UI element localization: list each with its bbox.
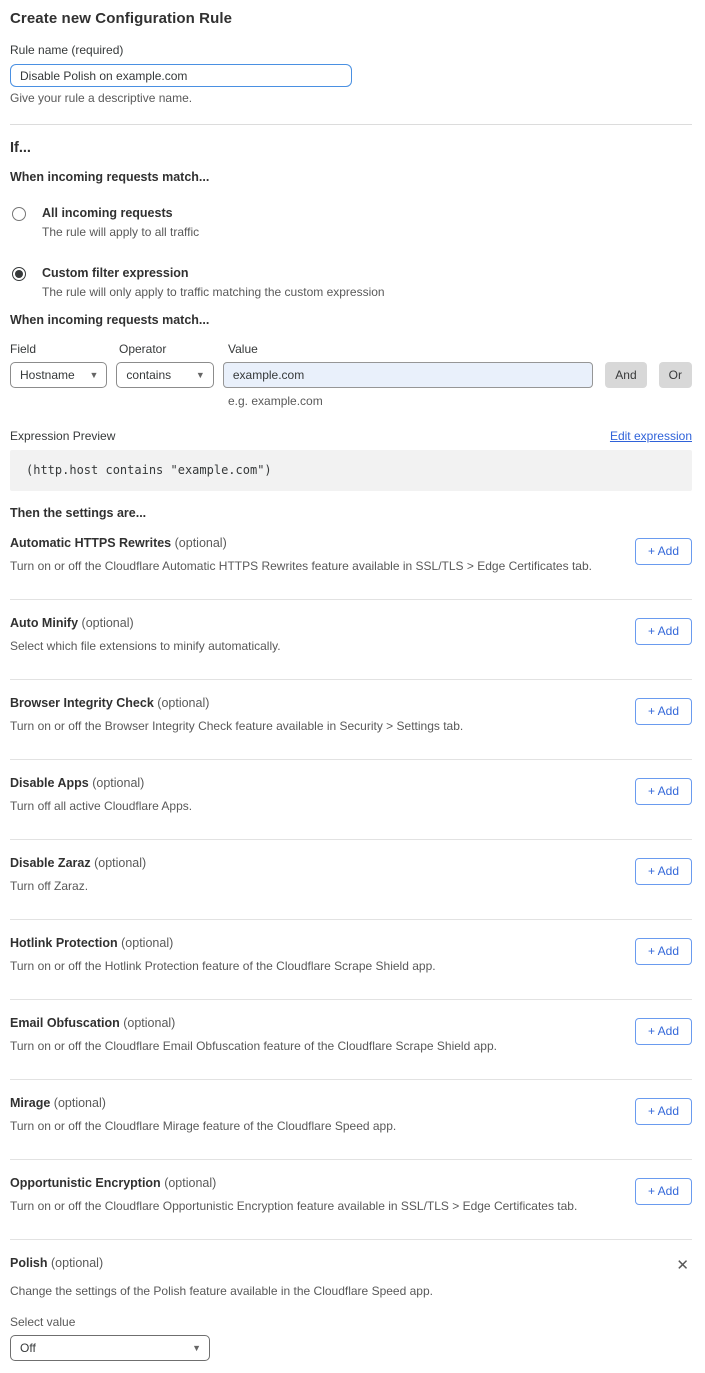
radio-selected-icon[interactable] [12,267,26,281]
setting-title: Opportunistic Encryption [10,1176,161,1190]
setting-name [10,1016,615,1030]
page-title: Create new Configuration Rule [10,10,233,27]
setting-row-hotlink-protection [10,920,692,1000]
add-button[interactable]: + Add [635,778,692,805]
setting-title: Email Obfuscation [10,1016,120,1030]
expression-builder-label: When incoming requests match... [10,313,210,327]
setting-info [10,776,635,813]
chevron-down-icon: ▼ [89,370,99,380]
setting-description: Select which file extensions to minify automatically. [10,639,281,653]
add-button[interactable]: + Add [635,938,692,965]
setting-title: Mirage [10,1096,51,1110]
setting-info [10,536,635,573]
expression-builder-column-labels [10,342,692,356]
setting-description: Turn on or off the Hotlink Protection feature of the Cloudflare Scrape Shield app. [10,959,436,973]
add-button[interactable]: + Add [635,1178,692,1205]
rule-name-label: Rule name (required) [10,43,124,57]
or-button[interactable]: Or [659,362,692,388]
setting-row-opportunistic-encryption [10,1160,692,1240]
add-button[interactable]: + Add [635,1018,692,1045]
expression-preview-label: Expression Preview [10,429,116,443]
setting-description: Turn on or off the Cloudflare Mirage feature of the Cloudflare Speed app. [10,1119,397,1133]
setting-row-mirage [10,1080,692,1160]
operator-select-value: contains [126,368,172,382]
setting-description: Turn off all active Cloudflare Apps. [10,799,193,813]
polish-description: Change the settings of the Polish feature available in the Cloudflare Speed app. [10,1284,433,1298]
setting-description: Turn on or off the Cloudflare Opportunistic Encryption feature available in SSL/TLS > Edge Certificates tab. [10,1199,578,1213]
setting-title: Polish [10,1256,48,1270]
add-button[interactable]: + Add [635,618,692,645]
polish-select-value: Off [20,1341,36,1355]
chevron-down-icon: ▼ [192,1343,201,1353]
if-heading: If... [10,140,31,156]
setting-info [10,1016,635,1053]
setting-title: Automatic HTTPS Rewrites [10,536,172,550]
expression-builder-row [10,362,692,388]
value-input[interactable] [223,362,593,388]
setting-row-auto-minify [10,600,692,680]
section-divider [10,124,692,125]
setting-name [10,696,615,710]
setting-title: Disable Apps [10,776,89,790]
setting-description: Turn off Zaraz. [10,879,89,893]
field-select[interactable] [10,362,107,388]
expression-preview-code: (http.host contains "example.com") [10,450,692,491]
setting-info [10,856,635,893]
and-button[interactable]: And [605,362,646,388]
setting-row-email-obfuscation [10,1000,692,1080]
expression-preview-header [10,429,692,443]
optional-label: (optional) [164,1176,217,1190]
setting-row-browser-integrity-check [10,680,692,760]
radio-unselected-icon[interactable] [12,207,26,221]
optional-label: (optional) [53,1096,106,1110]
setting-title: Disable Zaraz [10,856,91,870]
optional-label: (optional) [157,696,210,710]
setting-name [10,616,615,630]
setting-title: Hotlink Protection [10,936,118,950]
field-select-value: Hostname [20,368,75,382]
setting-name [10,1096,615,1110]
setting-info [10,616,635,653]
optional-label: (optional) [92,776,145,790]
setting-info [10,1176,635,1213]
operator-select[interactable] [116,362,213,388]
add-button[interactable]: + Add [635,698,692,725]
add-button[interactable]: + Add [635,538,692,565]
setting-description: Turn on or off the Cloudflare Email Obfuscation feature of the Cloudflare Scrape Shield app. [10,1039,497,1053]
then-settings-heading: Then the settings are... [10,506,147,520]
select-value-label: Select value [10,1315,76,1329]
rule-name-helper: Give your rule a descriptive name. [10,91,193,105]
setting-title: Auto Minify [10,616,79,630]
setting-name [10,1176,615,1190]
radio-option-description: The rule will apply to all traffic [42,225,200,239]
optional-label: (optional) [51,1256,104,1270]
setting-name [10,536,615,550]
setting-name [10,776,615,790]
setting-description: Turn on or off the Cloudflare Automatic HTTPS Rewrites feature available in SSL/TLS > Edge Certificates tab. [10,559,592,573]
setting-row-automatic-https-rewrites [10,520,692,600]
rule-name-input[interactable] [10,64,352,87]
chevron-down-icon: ▼ [195,370,205,380]
radio-all-incoming-requests[interactable] [10,206,692,239]
setting-title: Browser Integrity Check [10,696,154,710]
field-column-label: Field [10,342,37,356]
setting-info [10,936,635,973]
optional-label: (optional) [174,536,227,550]
operator-column-label: Operator [119,342,167,356]
value-helper: e.g. example.com [228,394,323,408]
close-icon[interactable]: ✕ [676,1257,689,1274]
radio-custom-filter-expression[interactable] [10,266,692,299]
edit-expression-link[interactable]: Edit expression [609,429,692,443]
setting-info [10,1096,635,1133]
add-button[interactable]: + Add [635,858,692,885]
optional-label: (optional) [121,936,174,950]
setting-info [10,696,635,733]
incoming-requests-match-label: When incoming requests match... [10,170,210,184]
radio-option-label: Custom filter expression [42,266,189,280]
add-button[interactable]: + Add [635,1098,692,1125]
setting-row-disable-zaraz [10,840,692,920]
radio-option-label: All incoming requests [42,206,173,220]
setting-row-polish-expanded [10,1240,692,1361]
polish-value-select[interactable] [10,1335,210,1361]
setting-description: Turn on or off the Browser Integrity Check feature available in Security > Settings tab. [10,719,464,733]
optional-label: (optional) [81,616,134,630]
radio-option-description: The rule will only apply to traffic matching the custom expression [42,285,385,299]
setting-row-disable-apps [10,760,692,840]
setting-name [10,856,615,870]
setting-name [10,936,615,950]
value-column-label: Value [228,342,258,356]
polish-header [10,1256,692,1275]
optional-label: (optional) [94,856,147,870]
setting-name [10,1256,103,1270]
optional-label: (optional) [123,1016,176,1030]
